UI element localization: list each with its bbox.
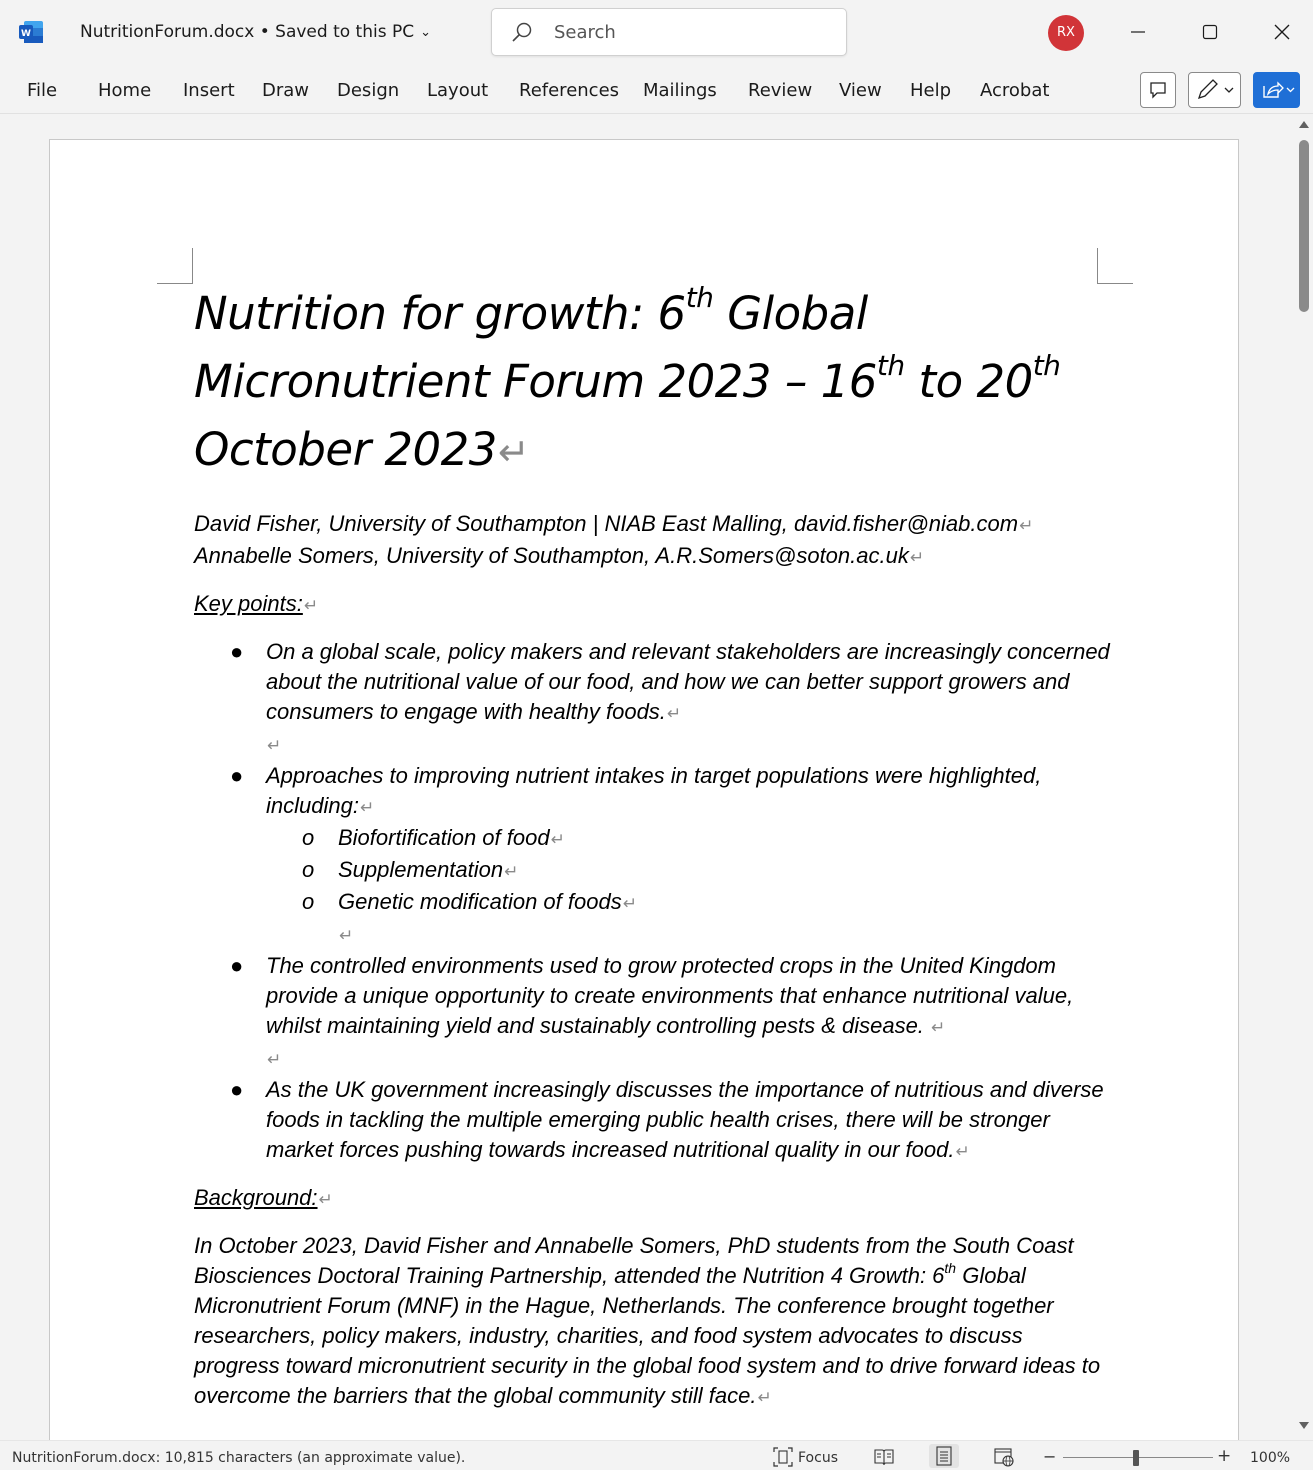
- paragraph-mark: ↵: [757, 1388, 772, 1407]
- document-page[interactable]: [49, 139, 1239, 1440]
- tab-insert[interactable]: Insert: [183, 80, 235, 101]
- user-avatar[interactable]: RX: [1048, 15, 1084, 51]
- tab-layout[interactable]: Layout: [427, 80, 489, 101]
- minimize-button[interactable]: [1118, 14, 1158, 50]
- list-item[interactable]: ● Approaches to improving nutrient intakes in target populations were highlighted, including:↵ o Biofortification of food↵ o Supplementation↵ o Genetic modification of foods↵ ↵: [194, 761, 1114, 951]
- paragraph-mark: ↵: [622, 894, 637, 913]
- svg-text:W: W: [21, 29, 31, 39]
- list-item[interactable]: ● As the UK government increasingly discusses the importance of nutritious and diverse foods in tackling the multiple emerging public health crises, there will be stronger market forces pushing towards increased nutritional quality in our food.↵: [230, 1077, 1104, 1162]
- sub-bullet-icon: o: [302, 889, 315, 914]
- sub-list: [266, 823, 1114, 951]
- paragraph-mark: ↵: [550, 830, 565, 849]
- chevron-down-icon: ⌄: [420, 25, 432, 40]
- focus-icon: [772, 1446, 794, 1468]
- paragraph-mark: ↵: [955, 1142, 970, 1161]
- margin-marker-top-left: [157, 248, 193, 284]
- paragraph-mark: ↵: [267, 736, 282, 755]
- background-heading[interactable]: Background:↵: [194, 1183, 1114, 1215]
- ribbon-tabs: [0, 64, 1313, 114]
- paragraph-mark: ↵: [1019, 516, 1034, 535]
- scroll-up-arrow-icon[interactable]: [1299, 121, 1309, 128]
- scrollbar-thumb[interactable]: [1299, 140, 1309, 312]
- print-layout-icon[interactable]: [929, 1444, 959, 1468]
- word-app-icon: [18, 20, 44, 44]
- bullet-icon: ●: [230, 1077, 244, 1102]
- sub-list-item[interactable]: o Genetic modification of foods↵ ↵: [302, 889, 637, 945]
- scroll-down-arrow-icon[interactable]: [1299, 1422, 1309, 1429]
- vertical-scrollbar[interactable]: [1295, 115, 1313, 1440]
- comment-icon: [1141, 73, 1175, 107]
- bullet-icon: ●: [230, 639, 244, 664]
- author-line: Annabelle Somers, University of Southampton, A.R.Somers@soton.ac.uk: [194, 543, 909, 568]
- tab-mailings[interactable]: Mailings: [643, 80, 717, 101]
- key-points-heading[interactable]: Key points:↵: [194, 589, 1114, 621]
- close-button[interactable]: [1262, 14, 1302, 50]
- list-item[interactable]: ● On a global scale, policy makers and relevant stakeholders are increasingly concerned about the nutritional value of our food, and how we can better support growers and consumers to engage with healthy foods.↵ ↵: [230, 639, 1110, 755]
- web-layout-icon[interactable]: [993, 1447, 1015, 1467]
- title-bar: [0, 0, 1313, 64]
- sub-bullet-icon: o: [302, 825, 315, 850]
- authors-block[interactable]: [194, 509, 1114, 573]
- sub-bullet-icon: o: [302, 857, 315, 882]
- search-placeholder: Search: [554, 22, 616, 43]
- paragraph-mark: ↵: [303, 596, 319, 615]
- zoom-level[interactable]: 100%: [1250, 1450, 1291, 1466]
- comments-button[interactable]: [1140, 72, 1176, 108]
- editing-mode-button[interactable]: [1188, 72, 1241, 108]
- read-mode-icon[interactable]: [873, 1447, 895, 1467]
- tab-file[interactable]: File: [27, 80, 58, 101]
- tab-home[interactable]: Home: [98, 80, 152, 101]
- tab-design[interactable]: Design: [337, 80, 400, 101]
- tab-view[interactable]: View: [839, 80, 882, 101]
- tab-references[interactable]: References: [519, 80, 620, 101]
- maximize-button[interactable]: [1190, 14, 1230, 50]
- margin-marker-top-right: [1097, 248, 1133, 284]
- paragraph-mark: ↵: [339, 926, 354, 945]
- word-count-status[interactable]: NutritionForum.docx: 10,815 characters (an approximate value).: [12, 1450, 466, 1466]
- share-button[interactable]: [1253, 72, 1300, 108]
- paragraph-mark: ↵: [931, 1018, 946, 1037]
- background-paragraph[interactable]: In October 2023, David Fisher and Annabelle Somers, PhD students from the South Coast Biosciences Doctoral Training Partnership, attended the Nutrition 4 Growth: 6th Global Micronutrient Forum (MNF) in the Hague, Netherlands. The conference brought together researchers, policy makers, industry, charities, and food system advocates to discuss progress toward micronutrient security in the global food system and to drive forward ideas to overcome the barriers that the global community still face.↵: [194, 1233, 1101, 1408]
- tab-help[interactable]: Help: [910, 80, 952, 101]
- tab-draw[interactable]: Draw: [262, 80, 310, 101]
- sub-list-item[interactable]: o Supplementation↵: [266, 855, 1114, 887]
- paragraph-mark: ↵: [359, 798, 375, 817]
- author-line: David Fisher, University of Southampton | NIAB East Malling, david.fisher@niab.com: [194, 511, 1019, 536]
- paragraph-mark: ↵: [504, 862, 519, 881]
- tab-acrobat[interactable]: Acrobat: [980, 80, 1050, 101]
- share-icon: [1254, 73, 1299, 107]
- bullet-icon: ●: [230, 763, 244, 788]
- document-canvas[interactable]: [0, 115, 1295, 1440]
- zoom-out-button[interactable]: −: [1043, 1447, 1057, 1466]
- document-body[interactable]: [194, 281, 1114, 1413]
- status-bar: NutritionForum.docx: 10,815 characters (an approximate value). Focus − + 100%: [0, 1440, 1313, 1470]
- paragraph-mark: ↵: [267, 1050, 282, 1069]
- document-heading[interactable]: Nutrition for growth: 6th Global Micronutrient Forum 2023 – 16th to 20th October 2023↵: [194, 281, 1061, 476]
- paragraph-mark: ↵: [318, 1190, 333, 1209]
- zoom-slider-thumb[interactable]: [1133, 1450, 1139, 1466]
- key-points-list: [194, 637, 1114, 1167]
- search-box[interactable]: [491, 8, 847, 56]
- paragraph-mark: ↵: [666, 704, 682, 723]
- search-icon: [510, 21, 534, 45]
- tab-review[interactable]: Review: [748, 80, 813, 101]
- paragraph-mark: ↵: [497, 430, 530, 474]
- list-item[interactable]: ● The controlled environments used to grow protected crops in the United Kingdom provide a unique opportunity to create environments that enhance nutritional value, whilst maintaining yield and sustainably controlling pests & disease. ↵ ↵: [230, 953, 1074, 1069]
- bullet-icon: ●: [230, 953, 244, 978]
- zoom-in-button[interactable]: +: [1217, 1446, 1232, 1466]
- document-title[interactable]: NutritionForum.docx • Saved to this PC ⌄: [80, 22, 432, 42]
- pencil-icon: [1189, 73, 1240, 107]
- sub-list-item[interactable]: o Biofortification of food↵: [266, 823, 1114, 855]
- paragraph-mark: ↵: [909, 548, 925, 567]
